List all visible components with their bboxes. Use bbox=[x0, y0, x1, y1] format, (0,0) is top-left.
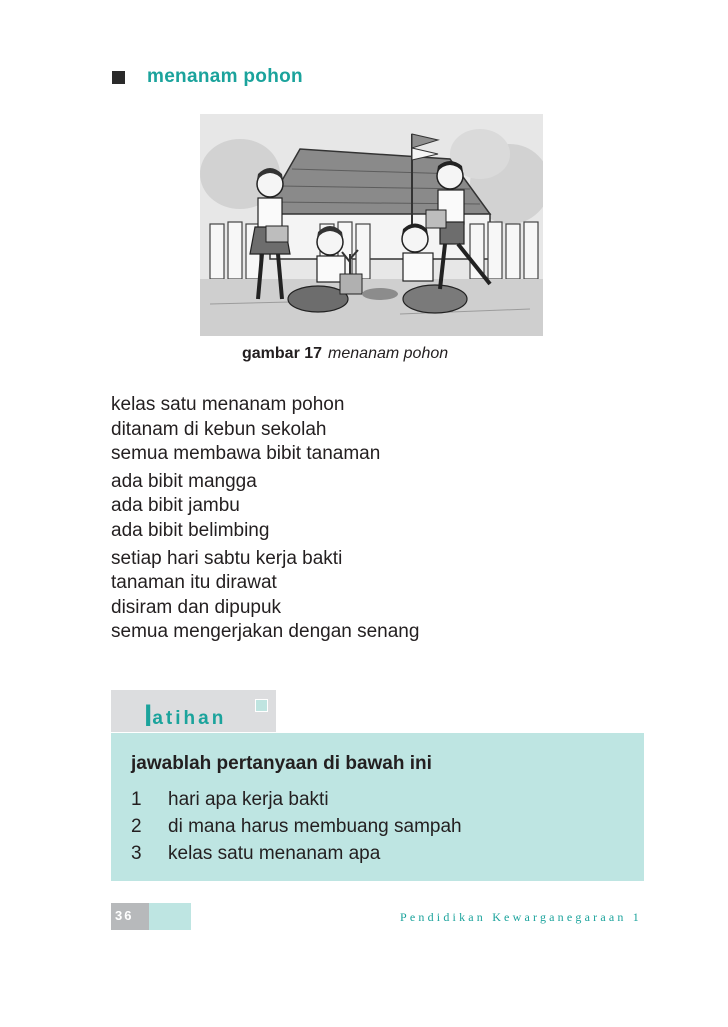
poem-line: semua mengerjakan dengan senang bbox=[111, 621, 420, 643]
tree-planting-illustration bbox=[200, 114, 543, 336]
square-bullet-icon bbox=[112, 71, 125, 84]
poem-line: tanaman itu dirawat bbox=[111, 572, 277, 594]
poem-line: setiap hari sabtu kerja bakti bbox=[111, 547, 343, 569]
figure-caption bbox=[242, 345, 448, 363]
poem-stanza bbox=[111, 547, 419, 645]
poem-text bbox=[111, 393, 419, 648]
caption-label: gambar 17 bbox=[242, 345, 323, 362]
question-number: 1 bbox=[131, 789, 142, 810]
poem-line: semua membawa bibit tanaman bbox=[111, 443, 381, 465]
exercise-instruction: jawablah pertanyaan di bawah ini bbox=[131, 753, 432, 774]
poem-stanza bbox=[111, 393, 419, 467]
latihan-title: latihan bbox=[144, 700, 227, 733]
poem-stanza bbox=[111, 470, 419, 544]
question-text: di mana harus membuang sampah bbox=[168, 816, 462, 837]
exercise-box bbox=[111, 733, 644, 881]
question-item bbox=[131, 840, 462, 867]
latihan-header-strip bbox=[276, 690, 642, 732]
poem-line: kelas satu menanam pohon bbox=[111, 394, 345, 415]
square-decor-icon bbox=[255, 699, 268, 712]
question-text: hari apa kerja bakti bbox=[168, 789, 329, 810]
poem-line: ada bibit jambu bbox=[111, 495, 240, 517]
question-item bbox=[131, 813, 462, 840]
section-title: menanam pohon bbox=[147, 66, 303, 87]
page-number: 36 bbox=[115, 908, 134, 923]
poem-line: ada bibit mangga bbox=[111, 470, 257, 492]
question-list bbox=[131, 786, 462, 867]
poem-line: ditanam di kebun sekolah bbox=[111, 418, 327, 440]
question-text: kelas satu menanam apa bbox=[168, 843, 381, 864]
poem-line: disiram dan dipupuk bbox=[111, 596, 282, 618]
question-item bbox=[131, 786, 462, 813]
book-title: Pendidikan Kewarganegaraan 1 bbox=[400, 910, 642, 924]
question-number: 2 bbox=[131, 816, 142, 837]
footer-teal-box bbox=[149, 903, 191, 930]
caption-text: menanam pohon bbox=[328, 345, 449, 362]
section-header bbox=[112, 66, 303, 88]
poem-line: ada bibit belimbing bbox=[111, 519, 270, 541]
question-number: 3 bbox=[131, 843, 142, 864]
